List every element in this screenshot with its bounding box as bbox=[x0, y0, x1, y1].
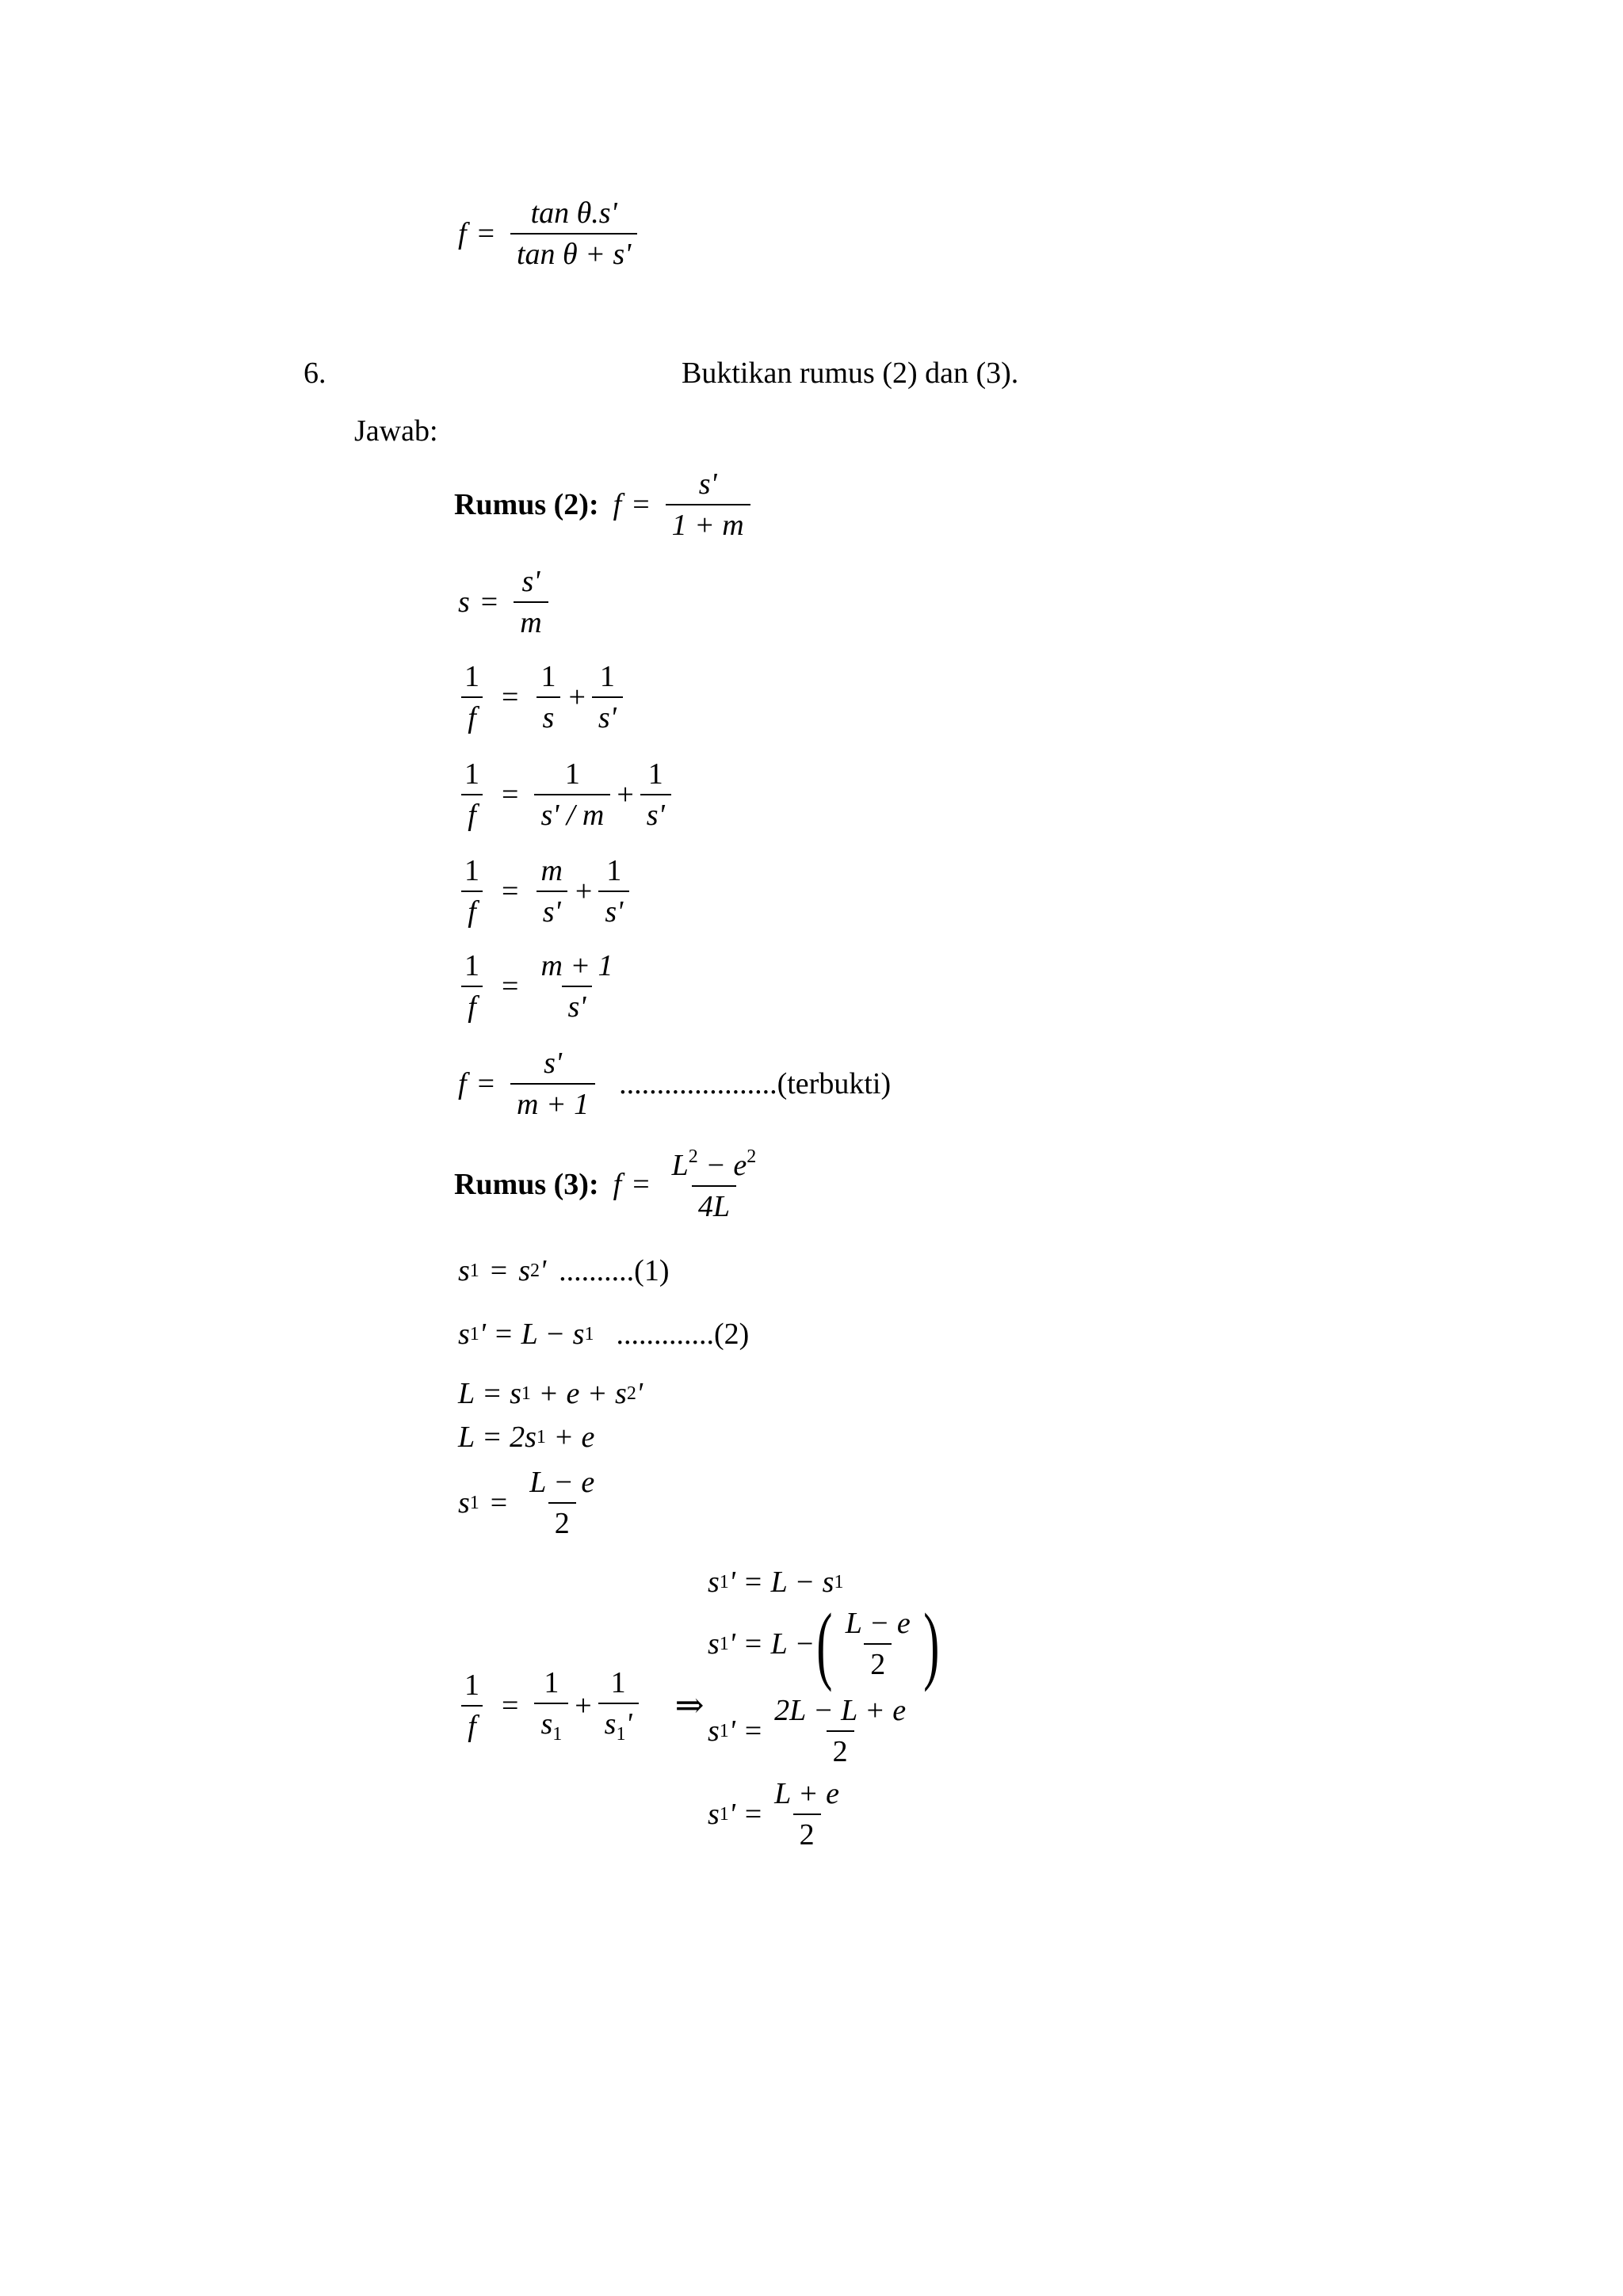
rumus-3-line-2: s 1 ' = L − s 1 .............(2) bbox=[458, 1318, 750, 1351]
implies-arrow-icon: ⇒ bbox=[674, 1686, 705, 1725]
lens-equation-3: $\frac{1}{f}$ = $\frac{m}{s'}$ + $\frac{1}{s'}$ bbox=[453, 856, 634, 927]
lens-equation-4: $\frac{1}{f}$ = $\frac{m + 1}{s'}$ bbox=[453, 951, 624, 1022]
lens-equation-1: $\frac{1}{f}$ = $\frac{1}{s}$ + $\frac{1}{s'}$ bbox=[453, 662, 628, 733]
left-paren: ( bbox=[816, 1596, 833, 1692]
equation-f-tan: f = $\frac{\text{tan θ.s'}}{\text{tan θ + s'}}$ bbox=[458, 198, 642, 269]
proof-tag: .....................(terbukti) bbox=[619, 1067, 892, 1100]
rumus-2-result: f = $\frac{s'}{m + 1}$ .....................(terbukti) bbox=[458, 1047, 892, 1121]
fraction: $\frac{\text{tan θ.s'}}{\text{tan θ + s'}}$ bbox=[510, 198, 637, 269]
rumus-3-label: Rumus (3): bbox=[454, 1168, 599, 1201]
right-line-4: s 1 ' = $\frac{L + e}{2}$ bbox=[708, 1777, 840, 1852]
rumus-3-header: Rumus (3): f = $\frac{L^2 - e^2}{4L}$ bbox=[454, 1146, 757, 1223]
rumus-3-line-5: s 1 = $\frac{L - e}{2}$ bbox=[458, 1466, 595, 1540]
rumus-2-label: Rumus (2): bbox=[454, 488, 599, 521]
rumus-3-line-1: s 1 = s 2 ' ..........(1) bbox=[458, 1254, 670, 1287]
lens-equation-2: $\frac{1}{f}$ = $\frac{1}{s' / m}$ + $\frac{1}{s'}$ bbox=[453, 759, 676, 830]
right-line-2: s 1 ' = L − ( $\frac{L - e}{2}$ ) bbox=[708, 1596, 940, 1692]
rumus-3-line-4: L = 2 s 1 + e bbox=[458, 1421, 595, 1454]
right-paren: ) bbox=[923, 1596, 940, 1692]
answer-label: Jawab: bbox=[354, 414, 438, 448]
equation-s: s = $\frac{s'}{m}$ bbox=[458, 566, 553, 638]
right-line-3: s 1 ' = $\frac{2L - L + e}{2}$ bbox=[708, 1694, 907, 1768]
rumus-3-lens-equation: $\frac{1}{f}$ = $\frac{1}{s_1}$ + $\frac{1}{s_1'}$ ⇒ bbox=[453, 1668, 704, 1744]
rumus-3-line-3: L = s 1 + e + s 2 ' bbox=[458, 1377, 643, 1410]
question-number: 6. bbox=[304, 357, 327, 390]
question-text: Buktikan rumus (2) dan (3). bbox=[682, 357, 1019, 390]
right-line-1: s 1 ' = L − s 1 bbox=[708, 1566, 844, 1599]
rumus-2-header: Rumus (2): f = $\frac{s'}{1 + m}$ bbox=[454, 469, 755, 540]
